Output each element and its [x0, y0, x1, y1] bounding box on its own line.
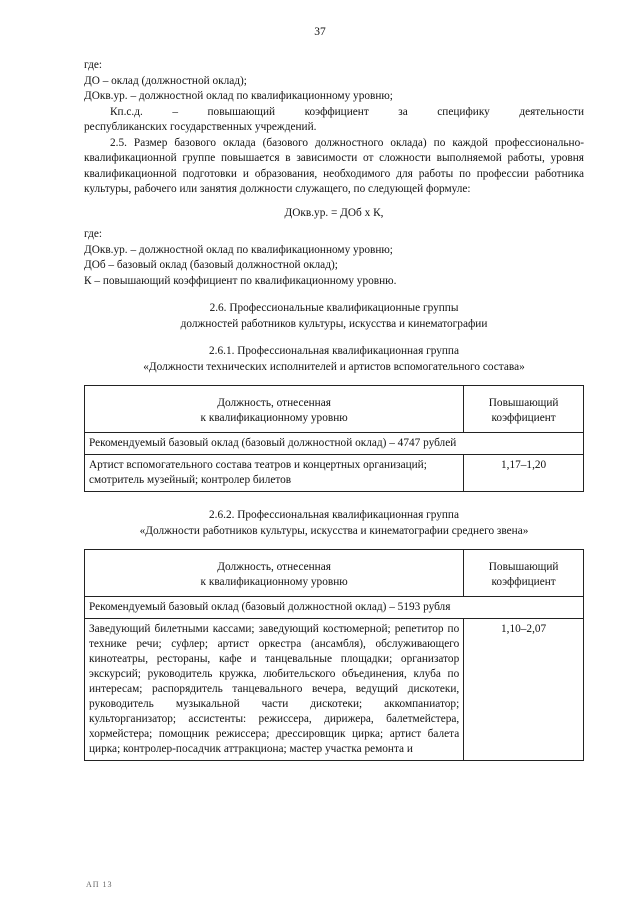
section-2-6-2-heading: 2.6.2. Профессиональная квалификационная группа «Должности работников культуры, искусства и кинематографии среднего звена»	[139, 509, 529, 537]
position-column-header: Должность, отнесенная к квалификационному уровню	[85, 386, 464, 433]
formula: ДОкв.ур. = ДОб х К,	[284, 206, 384, 219]
table-row	[85, 455, 584, 492]
definition-dob: ДОб – базовый оклад (базовый должностной оклад);	[84, 259, 338, 271]
positions-cell: Артист вспомогательного состава театров и концертных организаций; смотритель музейный; контролер билетов	[85, 455, 464, 492]
where-label: где:	[84, 59, 102, 71]
page-number: 37	[314, 26, 326, 38]
document-body	[84, 58, 584, 761]
table-row	[85, 619, 584, 761]
coefficient-cell: 1,17–1,20	[464, 455, 584, 492]
paragraph-2-5: 2.5. Размер базового оклада (базового должностного оклада) по каждой профессионально-квалификационной группе повышается в зависимости от сложности выполняемой работы, уровня квалификационной подготовки и образования, необходимого для работы по профессии работника культуры, рабочего или занятия должности служащего, по следующей формуле:	[84, 136, 584, 195]
section-2-6-1-heading: 2.6.1. Профессиональная квалификационная группа «Должности технических исполнителей и артистов вспомогательного состава»	[143, 345, 525, 373]
definition-dokv: ДОкв.ур. – должностной оклад по квалификационному уровню;	[84, 90, 393, 102]
definition-kpsd-cont: республиканских государственных учреждений.	[84, 121, 317, 133]
definition-do: ДО – оклад (должностной оклад);	[84, 74, 247, 87]
section-2-6-heading: 2.6. Профессиональные квалификационные группы должностей работников культуры, искусства и кинематографии	[180, 302, 488, 330]
position-column-header: Должность, отнесенная к квалификационному уровню	[85, 550, 464, 597]
base-salary-row	[85, 433, 584, 455]
coefficient-column-header: Повышающий коэффициент	[464, 550, 584, 597]
definition-dokv-2: ДОкв.ур. – должностной оклад по квалификационному уровню;	[84, 243, 393, 256]
footer-code: АП 13	[86, 880, 113, 889]
qualification-table-2	[84, 549, 584, 761]
coefficient-column-header: Повышающий коэффициент	[464, 386, 584, 433]
table-header-row	[85, 550, 584, 597]
definition-kpsd: Кп.с.д. – повышающий коэффициент за специфику деятельности	[110, 105, 584, 118]
table-header-row	[85, 386, 584, 433]
qualification-table-1	[84, 385, 584, 492]
coefficient-cell: 1,10–2,07	[464, 619, 584, 761]
where-label-2: где:	[84, 228, 102, 240]
positions-cell: Заведующий билетными кассами; заведующий костюмерной; репетитор по технике речи; суфлер; артист оркестра (ансамбля), обслуживающего кинотеатры, рестораны, кафе и танцевальные площадки; организатор экскурсий; руководитель кружка, любительского объединения, клуба по интересам; распорядитель танцевального вечера, ведущий дискотеки, руководитель музыкальной части дискотеки; аккомпаниатор; культорганизатор; ассистенты: режиссера, дирижера, балетмейстера, хормейстера; помощник режиссера; дрессировщик цирка; артист балета цирка; контролер-посадчик аттракциона; мастер участка ремонта и	[85, 619, 464, 761]
base-salary-row	[85, 597, 584, 619]
definition-k: К – повышающий коэффициент по квалификационному уровню.	[84, 274, 397, 287]
base-salary-cell: Рекомендуемый базовый оклад (базовый должностной оклад) – 5193 рубля	[85, 597, 584, 619]
base-salary-cell: Рекомендуемый базовый оклад (базовый должностной оклад) – 4747 рублей	[85, 433, 584, 455]
